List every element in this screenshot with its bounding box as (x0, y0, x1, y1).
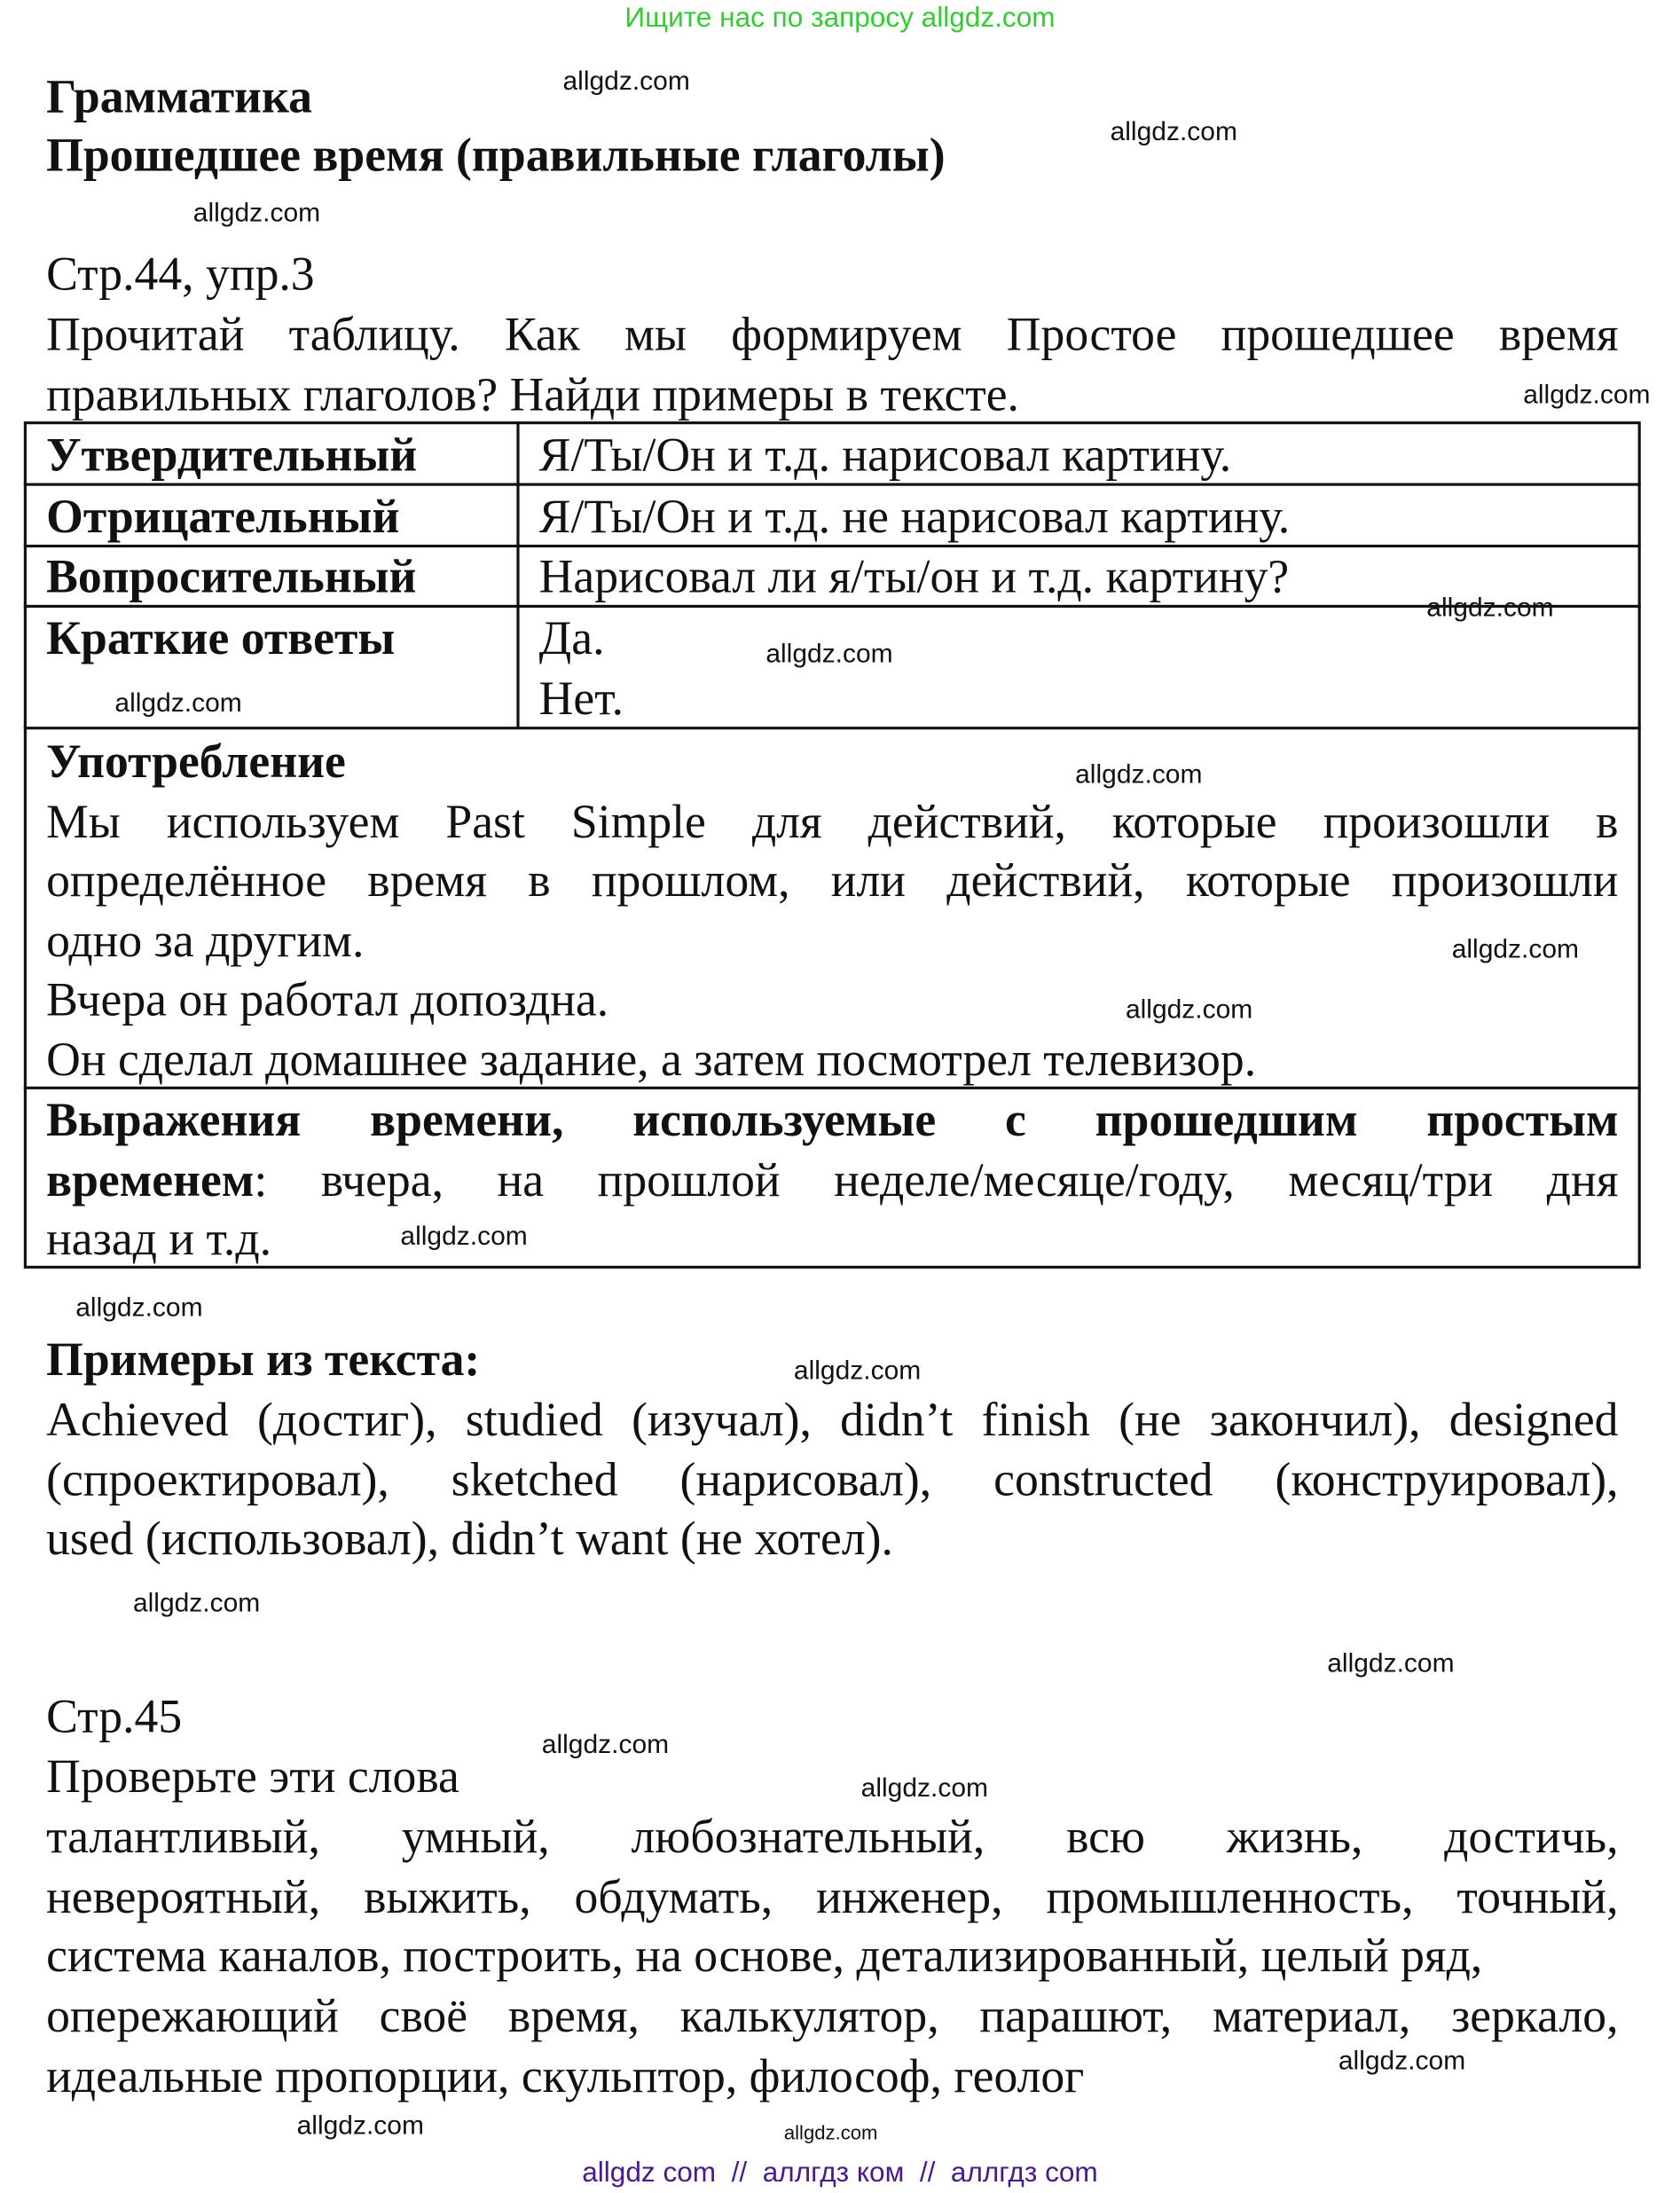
watermark: allgdz.com (1426, 593, 1554, 624)
watermark: allgdz.com (1523, 381, 1651, 411)
watermark: allgdz.com (132, 1589, 261, 1619)
watermark: allgdz.com (562, 67, 690, 97)
row-label: Вопросительный (46, 551, 417, 604)
exercise-heading: Стр.44, упр.3 (46, 248, 315, 302)
watermark: allgdz.com (75, 1293, 203, 1324)
watermark: allgdz.com (860, 1773, 989, 1804)
footer-links[interactable]: allgdz com // аллгдз ком // аллгдз com (582, 2158, 1098, 2189)
usage-title: Употребление (46, 736, 346, 789)
row-value: Я/Ты/Он и т.д. нарисовал картину. (538, 429, 1232, 482)
examples-line: used (использовал), didn’t want (не хотел). (46, 1513, 893, 1566)
expressions-bold: временем (46, 1155, 255, 1207)
examples-line: (спроектировал), sketched (нарисовал), constructed (конструировал), (46, 1454, 1619, 1507)
words-line: талантливый, умный, любознательный, всю жизнь, достичь, (46, 1812, 1619, 1864)
examples-line: Achieved (достиг), studied (изучал), didn’t finish (не закончил), designed (46, 1394, 1619, 1447)
row-value: Нет. (538, 673, 624, 726)
expressions-line: назад и т.д. (46, 1214, 272, 1266)
watermark: allgdz.com (765, 640, 893, 670)
watermark: allgdz.com (1125, 995, 1253, 1026)
section-subtitle: Прошедшее время (правильные глаголы) (46, 130, 946, 183)
watermark: allgdz.com (541, 1730, 670, 1760)
words-line: невероятный, выжить, обдумать, инженер, промышленность, точный, (46, 1872, 1619, 1924)
usage-line: Он сделал домашнее задание, а затем посмотрел телевизор. (46, 1034, 1257, 1087)
divider (24, 727, 1641, 729)
expressions-line (46, 1151, 1618, 1211)
watermark: allgdz.com (1451, 935, 1580, 965)
row-value: Да. (538, 613, 605, 665)
task-line: Прочитай таблицу. Как мы формируем Простое прошедшее время (46, 309, 1619, 362)
row-label: Краткие ответы (46, 613, 396, 665)
page-heading: Стр.45 (46, 1691, 183, 1743)
words-line: опережающий своё время, калькулятор, парашют, материал, зеркало, (46, 1991, 1619, 2043)
watermark: allgdz.com (296, 2111, 424, 2142)
watermark: allgdz.com (783, 2121, 878, 2144)
watermark: allgdz.com (793, 1356, 922, 1387)
row-label: Отрицательный (46, 491, 400, 544)
usage-line: определённое время в прошлом, или действий, которые произошли (46, 855, 1619, 908)
expressions-text: : вчера, на прошлой неделе/месяце/году, месяц/три дня (254, 1155, 1619, 1207)
watermark: allgdz.com (1338, 2047, 1466, 2077)
watermark: allgdz.com (1327, 1649, 1455, 1679)
words-line: система каналов, построить, на основе, детализированный, целый ряд, (46, 1930, 1483, 1983)
words-line: идеальные пропорции, скульптор, философ, геолог (46, 2051, 1085, 2103)
watermark: allgdz.com (1110, 117, 1237, 147)
watermark: allgdz.com (400, 1222, 528, 1253)
section-title: Грамматика (46, 71, 312, 123)
watermark: allgdz.com (1075, 760, 1203, 790)
examples-title: Примеры из текста: (46, 1334, 481, 1387)
row-label: Утвердительный (46, 429, 418, 482)
usage-line: Вчера он работал допоздна. (46, 974, 609, 1026)
row-value: Я/Ты/Он и т.д. не нарисовал картину. (538, 491, 1291, 544)
usage-line: одно за другим. (46, 916, 365, 968)
watermark: allgdz.com (192, 199, 321, 229)
usage-line: Мы используем Past Simple для действий, которые произошли в (46, 797, 1619, 849)
expressions-line: Выражения времени, используемые с прошедшим простым (46, 1095, 1619, 1147)
watermark: allgdz.com (114, 688, 242, 719)
check-title: Проверьте эти слова (46, 1751, 459, 1804)
row-value: Нарисовал ли я/ты/он и т.д. картину? (538, 551, 1290, 604)
task-line: правильных глаголов? Найди примеры в тексте. (46, 369, 1019, 422)
divider (516, 421, 519, 728)
search-banner[interactable]: Ищите нас по запросу allgdz.com (624, 3, 1056, 34)
